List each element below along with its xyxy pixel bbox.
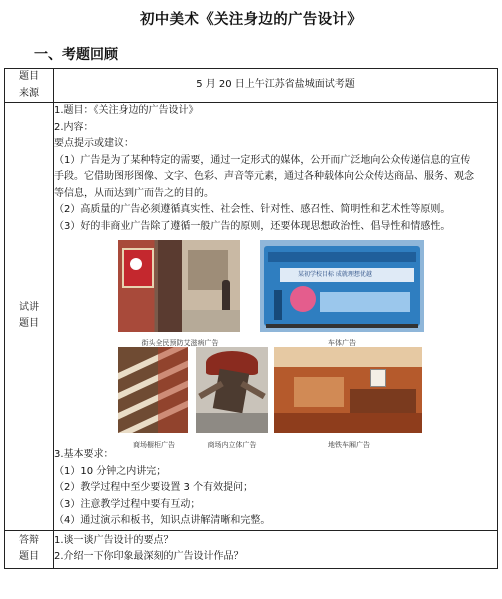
answer-label — [5, 530, 54, 568]
caption-street-ad: 街头全民预防艾滋病广告 — [141, 339, 219, 347]
answer-label-text: 答辩 题目 — [19, 534, 39, 562]
source-label-text: 题目 来源 — [19, 71, 39, 99]
bus-ad-photo — [260, 240, 424, 332]
text-line: （4）通过演示和板书，知识点讲解清晰和完整。 — [54, 515, 271, 526]
source-value: 5 月 20 日上午江苏省盐城面试考题 — [54, 69, 498, 103]
source-label — [5, 69, 54, 103]
text-line: 要点提示或建议： — [54, 138, 134, 149]
section-heading: 一、考题回顾 — [34, 47, 118, 63]
text-line: 1.谈一谈广告设计的要点？ — [54, 534, 174, 546]
text-line: （1）10 分钟之内讲完； — [54, 465, 167, 477]
street-ad-photo — [118, 240, 240, 332]
trial-label — [5, 103, 54, 531]
text-line: （3）注意教学过程中要有互动； — [54, 498, 201, 510]
caption-mall-3d: 商场内立体广告 — [207, 441, 257, 449]
text-line: 3.基本要求： — [54, 449, 114, 460]
text-line: 1.题目：《关注身边的广告设计》 — [54, 105, 199, 116]
text-line: （2）高质量的广告必须遵循真实性、社会性、针对性、感召性、简明性和艺术性等原则。 — [54, 204, 451, 215]
ad-photos — [54, 235, 497, 447]
text-line: 手段。它借助图形图像、文字、色彩、声音等元素，通过各种载体向公众传达商品、服务、观念 — [54, 171, 474, 182]
text-line: （1）广告是为了某种特定的需要，通过一定形式的媒体，公开而广泛地向公众传递信息的宣传 — [54, 154, 471, 166]
answer-content — [54, 530, 498, 568]
text-line: （3）好的非商业广告除了遵循一般广告的原则，还要体现思想政治性、倡导性和情感性。 — [54, 220, 451, 232]
page-title: 初中美术《关注身边的广告设计》 — [140, 12, 362, 28]
text-line: 等信息，从而达到广而告之的目的。 — [54, 187, 214, 199]
text-line: 2.介绍一下你印象最深刻的广告设计作品？ — [54, 551, 244, 562]
text-line: 2.内容： — [54, 121, 94, 133]
trial-content — [54, 103, 498, 531]
caption-bus-ad: 车体广告 — [328, 339, 356, 347]
caption-mall-shelf: 商场橱柜广告 — [133, 441, 175, 449]
subway-ad-photo — [274, 347, 422, 433]
exam-table — [4, 68, 498, 569]
caption-subway-ad: 地铁车厢广告 — [328, 441, 370, 449]
bus-ad-text: 某初学校目标 成就理想优越 — [298, 271, 372, 278]
text-line: （2）教学过程中至少要设置 3 个有效提问； — [54, 482, 254, 493]
trial-label-text: 试讲 题目 — [19, 301, 39, 330]
mall-3d-photo — [196, 347, 268, 433]
mall-shelf-photo — [118, 347, 188, 433]
